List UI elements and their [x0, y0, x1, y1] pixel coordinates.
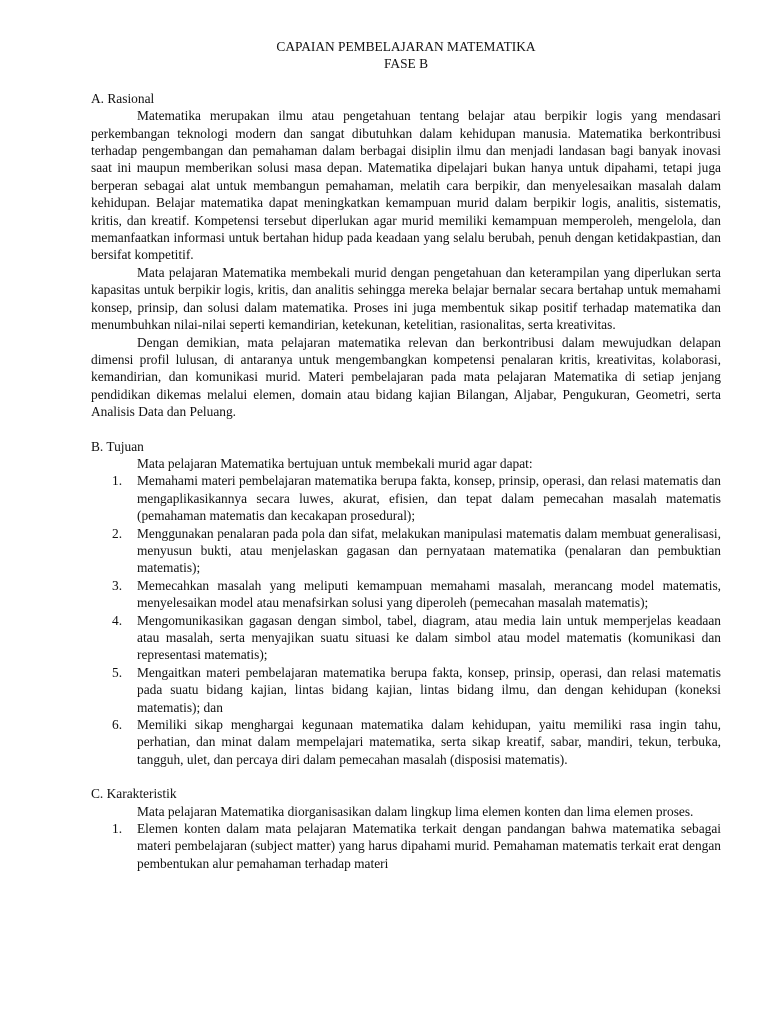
section-b-list: [91, 472, 721, 768]
list-item-text: Menggunakan penalaran pada pola dan sifat, melakukan manipulasi matematis dalam membuat generalisasi, menyusun bukti, atau menjelaskan gagasan dan pernyataan matematika (penalaran dan pembuktian matematis);: [137, 525, 721, 576]
section-b-intro: Mata pelajaran Matematika bertujuan untuk membekali murid agar dapat:: [137, 455, 533, 471]
document-title: CAPAIAN PEMBELAJARAN MATEMATIKA: [276, 39, 536, 54]
list-item-number: 1.: [112, 473, 123, 489]
section-a-paragraph-2: Mata pelajaran Matematika membekali murid dengan pengetahuan dan keterampilan yang diperlukan serta kapasitas untuk berpikir logis, kritis, dan analitis sehingga mereka belajar bernalar secara bertahap untuk memahami konsep, prinsip, dan solusi dalam matematika. Proses ini juga membentuk sikap positif terhadap matematika dan menumbuhkan nilai-nilai seperti kemandirian, ketekunan, ketelitian, rasionalitas, serta kreativitas.: [91, 264, 721, 333]
section-a-heading: A. Rasional: [91, 90, 155, 106]
document-body: [91, 38, 721, 872]
list-item-text: Memiliki sikap menghargai kegunaan matematika dalam kehidupan, yaitu memiliki rasa ingin tahu, perhatian, dan minat dalam mempelajari matematika, serta sikap kreatif, sabar, mandiri, tekun, terbuka, tangguh, ulet, dan percaya diri dalam pemecahan masalah (disposisi matematis).: [137, 717, 721, 767]
list-item-text: Mengaitkan materi pembelajaran matematika berupa fakta, konsep, prinsip, operasi, dan relasi matematis pada suatu bidang kajian, lintas bidang kajian, lintas bidang ilmu, dan dengan kehidupan (koneksi matematis); dan: [137, 664, 721, 715]
section-b-heading: B. Tujuan: [91, 438, 144, 454]
list-item-text: Elemen konten dalam mata pelajaran Matematika terkait dengan pandangan bahwa matematika sebagai materi pembelajaran (subject matter) yang harus dipahami murid. Pemahaman matematis terkait erat dengan pembentukan alur pemahaman terhadap materi: [137, 821, 721, 871]
list-item-text: Mengomunikasikan gagasan dengan simbol, tabel, diagram, atau media lain untuk memperjelas keadaan atau masalah, serta menyajikan suatu situasi ke dalam simbol atau model matematis (komunikasi dan representasi matematis);: [137, 612, 721, 663]
list-item: [91, 820, 721, 872]
list-item-number: 1.: [112, 821, 123, 837]
list-item-text: Memecahkan masalah yang meliputi kemampuan memahami masalah, merancang model matematis, menyelesaikan model atau menafsirkan solusi yang diperoleh (pemecahan masalah matematis);: [137, 577, 721, 611]
list-item: [91, 472, 721, 524]
section-c-list: [91, 820, 721, 872]
list-item: [91, 612, 721, 664]
section-a-paragraph-3: Dengan demikian, mata pelajaran matematika relevan dan berkontribusi dalam mewujudkan delapan dimensi profil lulusan, di antaranya untuk mengembangkan kompetensi penalaran kritis, kreativitas, kolaborasi, kemandirian, dan komunikasi murid. Materi pembelajaran pada mata pelajaran Matematika di setiap jenjang pendidikan dikemas melalui elemen, domain atau bidang kajian Bilangan, Aljabar, Pengukuran, Geometri, serta Analisis Data dan Peluang.: [91, 334, 721, 420]
document-subtitle: FASE B: [383, 56, 429, 72]
list-item: [91, 664, 721, 716]
list-item-number: 4.: [112, 612, 123, 628]
list-item: [91, 525, 721, 577]
section-c-intro: Mata pelajaran Matematika diorganisasikan dalam lingkup lima elemen konten dan lima elemen proses.: [137, 803, 694, 819]
list-item-text: Memahami materi pembelajaran matematika berupa fakta, konsep, prinsip, operasi, dan relasi matematis dan mengaplikasikannya secara luwes, akurat, efisien, dan tepat dalam pemecahan masalah matematis (pemahaman matematis dan kecakapan prosedural);: [137, 473, 721, 524]
list-item-number: 6.: [112, 717, 123, 733]
section-c-heading: C. Karakteristik: [91, 786, 177, 802]
list-item: [91, 577, 721, 612]
list-item-number: 5.: [112, 664, 123, 680]
list-item: [91, 716, 721, 768]
section-a-paragraph-1: Matematika merupakan ilmu atau pengetahuan tentang belajar atau berpikir logis yang mendasari perkembangan teknologi modern dan sangat dibutuhkan dalam kehidupan manusia. Matematika berkontribusi terhadap pengembangan dan pemahaman dalam berbagai disiplin ilmu dan menjadi landasan bagi banyak inovasi saat ini maupun memberikan solusi masa depan. Matematika dipelajari bukan hanya untuk dipahami, tetapi juga berperan sebagai alat untuk membangun pemahaman, melatih cara berpikir, dan menyelesaikan masalah dalam kehidupan. Belajar matematika dapat meningkatkan kemampuan murid dalam berpikir logis, analitis, sistematis, kritis, dan kreatif. Kompetensi tersebut diperlukan agar murid memiliki kemampuan memperoleh, mengelola, dan memanfaatkan informasi untuk bertahan hidup pada keadaan yang selalu berubah, penuh dengan ketidakpastian, dan bersifat kompetitif.: [91, 108, 721, 263]
list-item-number: 2.: [112, 525, 123, 541]
list-item-number: 3.: [112, 577, 123, 593]
